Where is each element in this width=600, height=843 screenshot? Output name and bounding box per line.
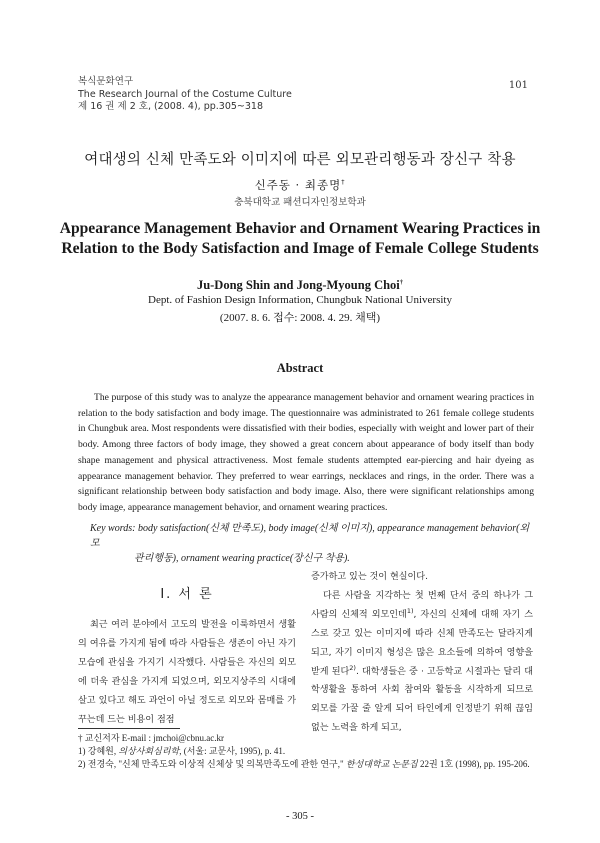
footnote-divider [78,728,180,729]
top-page-number: 101 [508,80,528,91]
bottom-page-number: - 305 - [286,811,314,822]
footnote-corresponding-author: † 교신저자 E-mail : jmchoi@cbnu.ac.kr [78,733,225,743]
authors-korean-names: 신주동 · 최종명 [254,178,342,192]
footnotes [78,732,538,770]
footnote-1 [78,745,538,758]
citation-2: 2) [349,663,356,672]
authors-english [0,278,600,293]
left-column [78,583,296,729]
footnote-2-journal: 한성대학교 논문집 [345,758,418,769]
keywords [90,521,530,566]
section-heading-introduction: I. 서 론 [160,587,214,602]
affiliation-english: Dept. of Fashion Design Information, Chungbuk National University [148,294,452,306]
footnote-2-author: 2) 전경숙, "신체 만족도와 이상적 신체상 및 의복만족도에 관한 연구," [78,758,346,769]
corresponding-mark: † [341,178,346,187]
citation-1: 1) [406,606,414,615]
footnote-1-rest: , (서울: 교문사, 1995), p. 41. [179,745,286,756]
abstract-heading: Abstract [276,361,324,375]
right-column [311,568,533,738]
journal-name-ko: 복식문화연구 [78,76,134,87]
title-english [0,219,600,259]
para2-part-a: 다른 사람을 지각하는 첫 번째 단서 중의 하나가 그 사람의 신체적 외모인데 [311,590,533,620]
intro-paragraph-2 [311,587,533,738]
footnote-1-author: 1) 강혜원, [78,745,119,756]
footnote-2 [78,758,538,771]
authors-english-names: Ju-Dong Shin and Jong-Myoung Choi [196,278,400,292]
corresponding-mark-en: † [399,278,404,286]
abstract-text: The purpose of this study was to analyze the appearance management behavior and ornament wearing practices in relation to the body satisfaction and body image. The questionnaire was administrated to 261 female college students in Chungbuk area. Most respondents were dissatisfied with their bodies, especially with weight and lower part of their body. Among three factors of body image, they showed a great concern about appearance of body itself than body shape management and physical attractiveness. Most female students attempted ear-piercing and hair dyeing as appearance management behavior. They preferred to wear earrings, necklaces and rings, in the order. There was a significant relationship between body satisfaction and body image. Also, there were significant relationships among body image, appearance management behavior, and ornament wearing practices. [78,392,534,513]
authors-korean [0,177,600,193]
title-english-line1: Appearance Management Behavior and Ornament Wearing Practices in [59,220,541,237]
intro-paragraph-1: 최근 여러 분야에서 고도의 발전을 이룩하면서 생활의 여유를 가지게 됨에 따라 사람들은 생존이 아닌 자기 모습에 관심을 가지기 시작했다. 사람들은 자신의 외모에 더욱 관심을 가지게 되었으며, 외모지상주의 시대에 살고 있다고 해도 과언이 아닐 정도로 외모와 몸매를 가꾸는데 드는 비용이 점점 [78,620,296,725]
keywords-line2: 관리행동), ornament wearing practice(장신구 착용). [134,553,350,564]
received-accepted-dates: (2007. 8. 6. 접수: 2008. 4. 29. 채택) [219,312,381,324]
title-korean: 여대생의 신체 만족도와 이미지에 따른 외모관리행동과 장신구 착용 [84,152,516,168]
title-english-line2: Relation to the Body Satisfaction and Image of Female College Students [61,240,539,257]
intro-paragraph-1-continued: 증가하고 있는 것이 현실이다. [311,572,428,582]
para2-part-c: . 대학생들은 중 · 고등학교 시절과는 달리 대학생활을 통하여 사회 참여와 활동을 시작하게 되므로 외모를 가꿀 줄 알게 되어 타인에게 인정받기 위해 끊임없는 노력을 하게 되고, [311,666,534,734]
journal-header [78,76,292,114]
keywords-line1: Key words: body satisfaction(신체 만족도), body image(신체 이미지), appearance management behavior(외모 [90,523,530,549]
affiliation-korean: 충북대학교 패션디자인정보학과 [234,197,366,208]
journal-name-en: The Research Journal of the Costume Culture [78,88,292,100]
footnote-2-rest: 22권 1호 (1998), pp. 195-206. [417,758,530,769]
journal-issue: 제 16 권 제 2 호, (2008. 4), pp.305~318 [78,101,263,112]
para2-part-b: , 자신의 신체에 대해 자기 스스로 갖고 있는 이미지에 따라 신체 만족도는 달라지게 되고, 자기 이미지 형성은 많은 요소들에 의하여 영향을 받게 된다 [311,609,533,677]
footnote-1-title: 의상사회심리학 [118,745,180,756]
